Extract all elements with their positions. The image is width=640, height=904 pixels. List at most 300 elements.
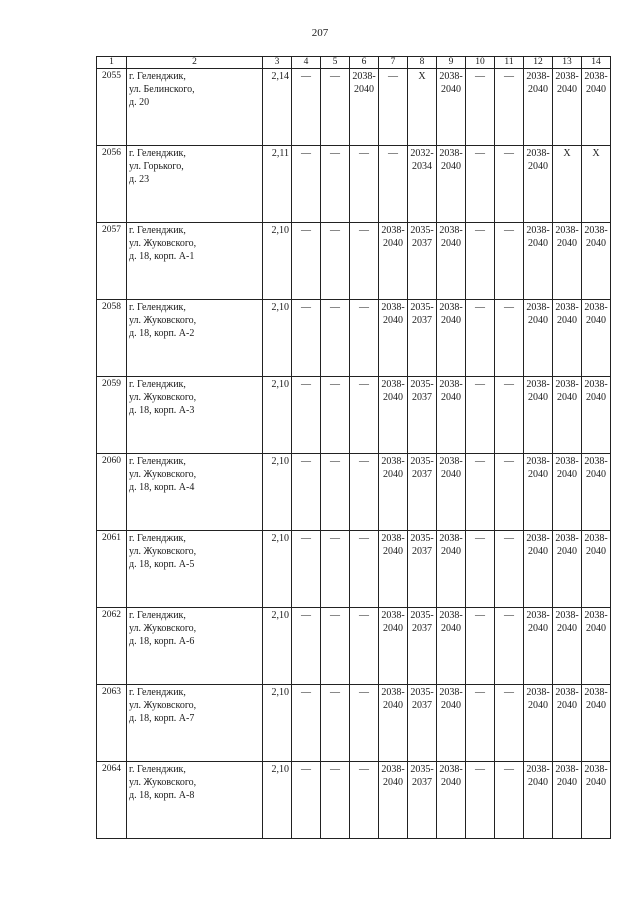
column-number-cell: 9 xyxy=(437,57,466,69)
schedule-cell xyxy=(553,685,582,762)
schedule-value: — xyxy=(475,764,485,775)
address-line: ул. Горького, xyxy=(129,161,184,172)
schedule-value: — xyxy=(475,533,485,544)
schedule-value: 2040 xyxy=(557,84,577,95)
schedule-value: 2037 xyxy=(412,238,432,249)
schedule-value: 2037 xyxy=(412,315,432,326)
schedule-cell xyxy=(466,531,495,608)
column-number-cell: 14 xyxy=(582,57,611,69)
schedule-value: 2040 xyxy=(586,392,606,403)
schedule-value: 2040 xyxy=(557,700,577,711)
schedule-value: — xyxy=(330,225,340,236)
schedule-cell xyxy=(524,300,553,377)
schedule-cell xyxy=(437,300,466,377)
schedule-cell xyxy=(466,146,495,223)
address-line: г. Геленджик, xyxy=(129,533,186,544)
schedule-cell xyxy=(408,69,437,146)
schedule-value: 2038- xyxy=(584,225,608,236)
address-cell xyxy=(127,685,263,762)
schedule-cell xyxy=(582,685,611,762)
schedule-cell xyxy=(553,69,582,146)
schedule-cell xyxy=(466,685,495,762)
schedule-value: — xyxy=(301,71,311,82)
table-row xyxy=(97,69,611,146)
schedule-cell xyxy=(553,377,582,454)
schedule-cell xyxy=(292,146,321,223)
address-cell xyxy=(127,69,263,146)
value-cell: 2,10 xyxy=(263,223,292,300)
schedule-cell xyxy=(292,685,321,762)
schedule-value: — xyxy=(475,71,485,82)
schedule-value: 2038- xyxy=(526,764,550,775)
address-line: ул. Жуковского, xyxy=(129,238,197,249)
schedule-value: 2040 xyxy=(528,161,548,172)
schedule-value: 2040 xyxy=(528,392,548,403)
schedule-value: — xyxy=(330,379,340,390)
schedule-cell xyxy=(321,300,350,377)
schedule-value: 2040 xyxy=(586,546,606,557)
schedule-cell xyxy=(379,454,408,531)
schedule-value: 2040 xyxy=(383,315,403,326)
schedule-value: — xyxy=(359,533,369,544)
schedule-cell xyxy=(466,69,495,146)
schedule-value: — xyxy=(504,148,514,159)
schedule-value: 2040 xyxy=(383,623,403,634)
schedule-value: 2038- xyxy=(555,610,579,621)
schedule-cell xyxy=(379,531,408,608)
schedule-value: 2038- xyxy=(555,379,579,390)
schedule-cell xyxy=(292,531,321,608)
address-line: д. 18, корп. А-8 xyxy=(129,790,195,801)
schedule-value: 2038- xyxy=(584,456,608,467)
schedule-cell xyxy=(350,377,379,454)
address-cell xyxy=(127,223,263,300)
schedule-value: 2038- xyxy=(381,610,405,621)
schedule-value: — xyxy=(359,302,369,313)
schedule-value: — xyxy=(475,379,485,390)
schedule-value: 2040 xyxy=(586,777,606,788)
schedule-cell xyxy=(466,300,495,377)
schedule-value: 2038- xyxy=(439,610,463,621)
schedule-cell xyxy=(321,531,350,608)
row-number: 2058 xyxy=(97,300,127,377)
schedule-cell xyxy=(379,685,408,762)
schedule-value: 2038- xyxy=(555,456,579,467)
schedule-cell xyxy=(495,69,524,146)
schedule-value: 2035- xyxy=(410,533,434,544)
schedule-cell xyxy=(495,223,524,300)
schedule-cell xyxy=(524,685,553,762)
address-line: д. 18, корп. А-3 xyxy=(129,405,195,416)
schedule-value: 2040 xyxy=(441,623,461,634)
schedule-cell xyxy=(408,377,437,454)
schedule-value: — xyxy=(475,687,485,698)
address-line: д. 18, корп. А-5 xyxy=(129,559,195,570)
address-line: г. Геленджик, xyxy=(129,764,186,775)
column-number-cell: 13 xyxy=(553,57,582,69)
schedule-value: 2038- xyxy=(584,610,608,621)
address-line: г. Геленджик, xyxy=(129,379,186,390)
schedule-value: — xyxy=(475,148,485,159)
schedule-value: 2038- xyxy=(381,687,405,698)
schedule-value: — xyxy=(301,379,311,390)
schedule-cell xyxy=(292,377,321,454)
schedule-cell xyxy=(582,762,611,839)
schedule-value: — xyxy=(504,71,514,82)
schedule-value: 2035- xyxy=(410,687,434,698)
schedule-value: — xyxy=(359,456,369,467)
schedule-value: 2040 xyxy=(441,392,461,403)
schedule-value: 2038- xyxy=(555,71,579,82)
schedule-value: 2038- xyxy=(381,764,405,775)
table-row xyxy=(97,146,611,223)
schedule-value: 2038- xyxy=(526,610,550,621)
schedule-value: 2038- xyxy=(439,225,463,236)
schedule-value: 2040 xyxy=(441,161,461,172)
schedule-value: 2037 xyxy=(412,392,432,403)
schedule-value: — xyxy=(504,379,514,390)
schedule-value: — xyxy=(504,225,514,236)
schedule-value: 2038- xyxy=(526,456,550,467)
schedule-cell xyxy=(292,223,321,300)
value-cell: 2,10 xyxy=(263,300,292,377)
value-cell: 2,11 xyxy=(263,146,292,223)
schedule-value: 2038- xyxy=(526,148,550,159)
schedule-cell xyxy=(524,146,553,223)
schedule-value: 2040 xyxy=(383,469,403,480)
table-row xyxy=(97,608,611,685)
schedule-cell xyxy=(437,685,466,762)
schedule-value: 2040 xyxy=(528,623,548,634)
schedule-value: 2038- xyxy=(352,71,376,82)
schedule-value: 2038- xyxy=(584,764,608,775)
address-cell xyxy=(127,377,263,454)
address-line: г. Геленджик, xyxy=(129,302,186,313)
schedule-cell xyxy=(553,762,582,839)
row-number: 2062 xyxy=(97,608,127,685)
address-line: ул. Жуковского, xyxy=(129,623,197,634)
schedule-cell xyxy=(437,762,466,839)
schedule-value: — xyxy=(475,610,485,621)
value-cell: 2,10 xyxy=(263,685,292,762)
schedule-value: 2038- xyxy=(555,533,579,544)
schedule-value: 2038- xyxy=(584,71,608,82)
schedule-value: — xyxy=(301,225,311,236)
schedule-cell xyxy=(524,69,553,146)
schedule-value: 2040 xyxy=(441,777,461,788)
schedule-cell xyxy=(495,146,524,223)
schedule-value: — xyxy=(475,225,485,236)
address-line: ул. Жуковского, xyxy=(129,700,197,711)
address-line: г. Геленджик, xyxy=(129,456,186,467)
schedule-value: 2040 xyxy=(383,700,403,711)
schedule-cell xyxy=(524,762,553,839)
schedule-cell xyxy=(495,454,524,531)
schedule-cell xyxy=(379,377,408,454)
address-line: д. 18, корп. А-6 xyxy=(129,636,195,647)
schedule-value: 2040 xyxy=(383,238,403,249)
address-cell xyxy=(127,300,263,377)
schedule-value: — xyxy=(475,302,485,313)
schedule-value: 2032- xyxy=(410,148,434,159)
schedule-value: — xyxy=(301,302,311,313)
schedule-value: — xyxy=(330,687,340,698)
schedule-cell xyxy=(379,608,408,685)
schedule-value: 2040 xyxy=(354,84,374,95)
schedule-value: — xyxy=(388,148,398,159)
schedule-value: 2038- xyxy=(555,687,579,698)
schedule-value: 2037 xyxy=(412,469,432,480)
schedule-value: 2035- xyxy=(410,302,434,313)
schedule-cell xyxy=(582,146,611,223)
schedule-value: 2040 xyxy=(586,469,606,480)
column-number-cell: 12 xyxy=(524,57,553,69)
schedule-value: 2040 xyxy=(557,315,577,326)
schedule-cell xyxy=(437,608,466,685)
schedule-value: — xyxy=(388,71,398,82)
schedule-cell xyxy=(466,608,495,685)
schedule-value: 2040 xyxy=(557,392,577,403)
schedule-value: 2038- xyxy=(526,687,550,698)
schedule-value: 2038- xyxy=(526,71,550,82)
schedule-value: — xyxy=(504,687,514,698)
column-number-cell: 10 xyxy=(466,57,495,69)
schedule-cell xyxy=(350,762,379,839)
registry-table xyxy=(96,56,611,839)
schedule-cell xyxy=(495,608,524,685)
schedule-value: 2037 xyxy=(412,546,432,557)
address-line: ул. Жуковского, xyxy=(129,392,197,403)
address-line: д. 18, корп. А-7 xyxy=(129,713,195,724)
schedule-value: 2040 xyxy=(441,238,461,249)
schedule-value: 2038- xyxy=(381,533,405,544)
schedule-value: 2038- xyxy=(439,302,463,313)
schedule-value: — xyxy=(330,456,340,467)
schedule-cell xyxy=(582,454,611,531)
row-number: 2064 xyxy=(97,762,127,839)
schedule-value: — xyxy=(330,302,340,313)
schedule-value: — xyxy=(504,302,514,313)
schedule-cell xyxy=(582,608,611,685)
schedule-cell xyxy=(321,685,350,762)
schedule-cell xyxy=(437,454,466,531)
schedule-cell xyxy=(582,223,611,300)
schedule-cell xyxy=(350,608,379,685)
schedule-cell xyxy=(437,531,466,608)
address-line: ул. Жуковского, xyxy=(129,469,197,480)
schedule-cell xyxy=(321,146,350,223)
schedule-value: 2040 xyxy=(528,315,548,326)
schedule-value: — xyxy=(359,225,369,236)
schedule-value: X xyxy=(592,148,600,159)
schedule-value: 2035- xyxy=(410,610,434,621)
schedule-value: 2038- xyxy=(381,302,405,313)
schedule-cell xyxy=(466,454,495,531)
schedule-cell xyxy=(582,300,611,377)
schedule-value: 2034 xyxy=(412,161,432,172)
schedule-cell xyxy=(524,377,553,454)
schedule-cell xyxy=(553,454,582,531)
schedule-value: 2040 xyxy=(528,238,548,249)
row-number: 2057 xyxy=(97,223,127,300)
schedule-value: 2038- xyxy=(439,71,463,82)
schedule-value: 2038- xyxy=(439,456,463,467)
schedule-value: X xyxy=(563,148,571,159)
value-cell: 2,14 xyxy=(263,69,292,146)
column-number-cell: 3 xyxy=(263,57,292,69)
schedule-cell xyxy=(524,531,553,608)
address-line: г. Геленджик, xyxy=(129,71,186,82)
schedule-value: 2038- xyxy=(555,764,579,775)
schedule-cell xyxy=(379,69,408,146)
schedule-cell xyxy=(437,146,466,223)
column-number-row xyxy=(97,57,611,69)
schedule-value: 2040 xyxy=(557,238,577,249)
address-line: д. 20 xyxy=(129,97,150,108)
schedule-value: 2040 xyxy=(441,469,461,480)
value-cell: 2,10 xyxy=(263,531,292,608)
schedule-value: 2040 xyxy=(383,392,403,403)
schedule-value: — xyxy=(301,764,311,775)
schedule-value: 2040 xyxy=(557,469,577,480)
schedule-value: 2040 xyxy=(441,700,461,711)
value-cell: 2,10 xyxy=(263,608,292,685)
schedule-cell xyxy=(524,454,553,531)
table-row xyxy=(97,762,611,839)
address-line: ул. Жуковского, xyxy=(129,546,197,557)
schedule-value: 2037 xyxy=(412,777,432,788)
schedule-cell xyxy=(321,608,350,685)
schedule-value: 2037 xyxy=(412,700,432,711)
schedule-cell xyxy=(379,762,408,839)
row-number: 2063 xyxy=(97,685,127,762)
schedule-cell xyxy=(292,69,321,146)
schedule-value: 2035- xyxy=(410,225,434,236)
value-cell: 2,10 xyxy=(263,762,292,839)
schedule-value: — xyxy=(330,533,340,544)
column-number-cell: 5 xyxy=(321,57,350,69)
row-number: 2056 xyxy=(97,146,127,223)
schedule-value: 2040 xyxy=(528,546,548,557)
column-number-cell: 7 xyxy=(379,57,408,69)
schedule-cell xyxy=(553,608,582,685)
schedule-value: — xyxy=(359,379,369,390)
schedule-value: 2038- xyxy=(439,379,463,390)
schedule-value: — xyxy=(330,764,340,775)
schedule-value: 2040 xyxy=(441,315,461,326)
schedule-cell xyxy=(408,685,437,762)
address-cell xyxy=(127,531,263,608)
schedule-value: — xyxy=(301,533,311,544)
table-row xyxy=(97,223,611,300)
schedule-value: 2038- xyxy=(584,302,608,313)
schedule-cell xyxy=(582,531,611,608)
schedule-cell xyxy=(582,377,611,454)
schedule-cell xyxy=(379,146,408,223)
schedule-cell xyxy=(408,762,437,839)
schedule-cell xyxy=(350,531,379,608)
schedule-cell xyxy=(292,762,321,839)
schedule-value: 2040 xyxy=(557,623,577,634)
schedule-value: 2038- xyxy=(439,687,463,698)
schedule-value: — xyxy=(504,610,514,621)
schedule-cell xyxy=(437,223,466,300)
schedule-cell xyxy=(321,762,350,839)
column-number-cell: 8 xyxy=(408,57,437,69)
schedule-cell xyxy=(466,762,495,839)
schedule-value: 2037 xyxy=(412,623,432,634)
address-cell xyxy=(127,608,263,685)
column-number-cell: 2 xyxy=(127,57,263,69)
address-cell xyxy=(127,454,263,531)
schedule-cell xyxy=(553,146,582,223)
schedule-value: 2038- xyxy=(584,379,608,390)
schedule-value: 2040 xyxy=(586,84,606,95)
schedule-cell xyxy=(350,300,379,377)
schedule-cell xyxy=(466,377,495,454)
schedule-cell xyxy=(408,608,437,685)
schedule-cell xyxy=(321,377,350,454)
schedule-value: — xyxy=(301,148,311,159)
address-cell xyxy=(127,146,263,223)
row-number: 2059 xyxy=(97,377,127,454)
address-line: г. Геленджик, xyxy=(129,148,186,159)
schedule-value: — xyxy=(504,456,514,467)
schedule-value: 2040 xyxy=(383,546,403,557)
schedule-value: 2040 xyxy=(383,777,403,788)
address-line: д. 23 xyxy=(129,174,150,185)
address-line: ул. Белинского, xyxy=(129,84,195,95)
schedule-cell xyxy=(553,223,582,300)
schedule-value: 2038- xyxy=(439,148,463,159)
schedule-value: 2038- xyxy=(381,379,405,390)
schedule-cell xyxy=(350,454,379,531)
schedule-value: 2035- xyxy=(410,456,434,467)
table-row xyxy=(97,531,611,608)
schedule-cell xyxy=(408,531,437,608)
table-row xyxy=(97,454,611,531)
table-body xyxy=(97,57,611,839)
schedule-value: 2040 xyxy=(586,238,606,249)
schedule-value: — xyxy=(504,533,514,544)
schedule-value: X xyxy=(418,71,426,82)
schedule-value: 2038- xyxy=(555,302,579,313)
column-number-cell: 4 xyxy=(292,57,321,69)
schedule-cell xyxy=(292,454,321,531)
schedule-cell xyxy=(292,608,321,685)
schedule-cell xyxy=(350,146,379,223)
schedule-value: — xyxy=(301,687,311,698)
schedule-cell xyxy=(379,300,408,377)
schedule-value: 2038- xyxy=(439,533,463,544)
address-line: г. Геленджик, xyxy=(129,610,186,621)
schedule-cell xyxy=(437,377,466,454)
schedule-value: 2038- xyxy=(526,379,550,390)
schedule-value: — xyxy=(359,610,369,621)
schedule-cell xyxy=(495,377,524,454)
schedule-cell xyxy=(524,223,553,300)
schedule-value: — xyxy=(330,71,340,82)
value-cell: 2,10 xyxy=(263,377,292,454)
table-row xyxy=(97,300,611,377)
schedule-cell xyxy=(350,685,379,762)
schedule-cell xyxy=(408,223,437,300)
schedule-cell xyxy=(582,69,611,146)
column-number-cell: 1 xyxy=(97,57,127,69)
schedule-value: 2038- xyxy=(555,225,579,236)
schedule-value: 2038- xyxy=(584,687,608,698)
schedule-cell xyxy=(495,531,524,608)
